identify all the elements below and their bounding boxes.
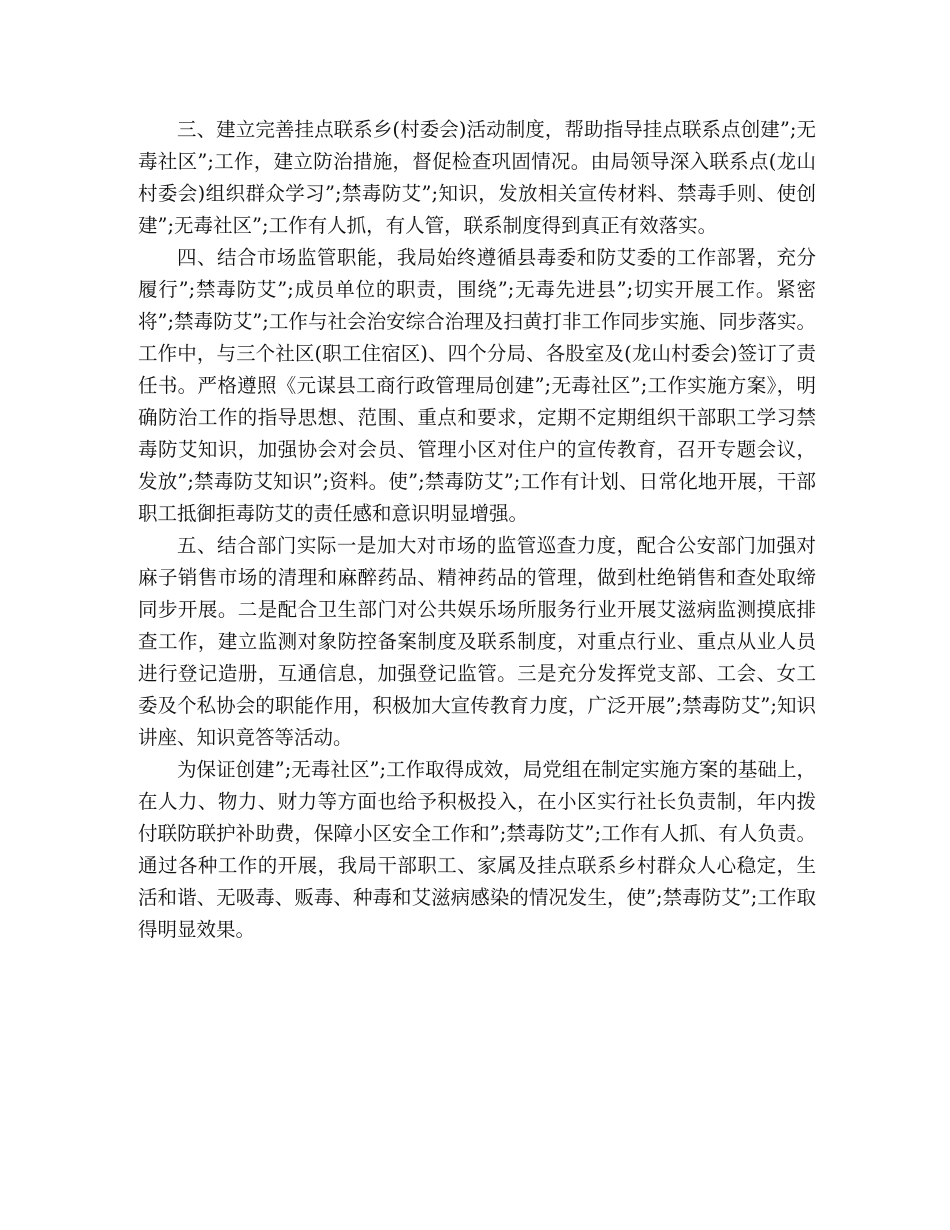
document-body: [138, 114, 816, 946]
paragraph-5-department-practice: 五、结合部门实际一是加大对市场的监管巡查力度，配合公安部门加强对麻子销售市场的清理和麻醉药品、精神药品的管理，做到杜绝销售和查处取缔同步开展。二是配合卫生部门对公共娱乐场所服务行业开展艾滋病监测摸底排查工作，建立监测对象防控备案制度及联系制度，对重点行业、重点从业人员进行登记造册，互通信息，加强登记监管。三是充分发挥党支部、工会、女工委及个私协会的职能作用，积极加大宣传教育力度，广泛开展”;禁毒防艾”;知识讲座、知识竟答等活动。: [138, 534, 816, 749]
paragraph-guarantee-results: 为保证创建”;无毒社区”;工作取得成效，局党组在制定实施方案的基础上，在人力、物力、财力等方面也给予积极投入，在小区实行社长负责制，年内拨付联防联护补助费，保障小区安全工作和”;禁毒防艾”;工作有人抓、有人负责。通过各种工作的开展，我局干部职工、家属及挂点联系乡村群众人心稳定，生活和谐、无吸毒、贩毒、种毒和艾滋病感染的情况发生，使”;禁毒防艾”;工作取得明显效果。: [138, 758, 816, 941]
paragraph-3-linkage-system: 三、建立完善挂点联系乡(村委会)活动制度，帮助指导挂点联系点创建”;无毒社区”;工作，建立防治措施，督促检查巩固情况。由局领导深入联系点(龙山村委会)组织群众学习”;禁毒防艾”;知识，发放相关宣传材料、禁毒手则、使创建”;无毒社区”;工作有人抓，有人管，联系制度得到真正有效落实。: [138, 118, 816, 237]
paragraph-4-market-supervision: 四、结合市场监管职能，我局始终遵循县毒委和防艾委的工作部署，充分履行”;禁毒防艾”;成员单位的职责，围绕”;无毒先进县”;切实开展工作。紧密将”;禁毒防艾”;工作与社会治安综合治理及扫黄打非工作同步实施、同步落实。工作中，与三个社区(职工住宿区)、四个分局、各股室及(龙山村委会)签订了责任书。严格遵照《元谋县工商行政管理局创建”;无毒社区”;工作实施方案》，明确防治工作的指导思想、范围、重点和要求，定期不定期组织干部职工学习禁毒防艾知识，加强协会对会员、管理小区对住户的宣传教育，召开专题会议，发放”;禁毒防艾知识”;资料。使”;禁毒防艾”;工作有计划、日常化地开展，干部职工抵御拒毒防艾的责任感和意识明显增强。: [138, 246, 816, 525]
